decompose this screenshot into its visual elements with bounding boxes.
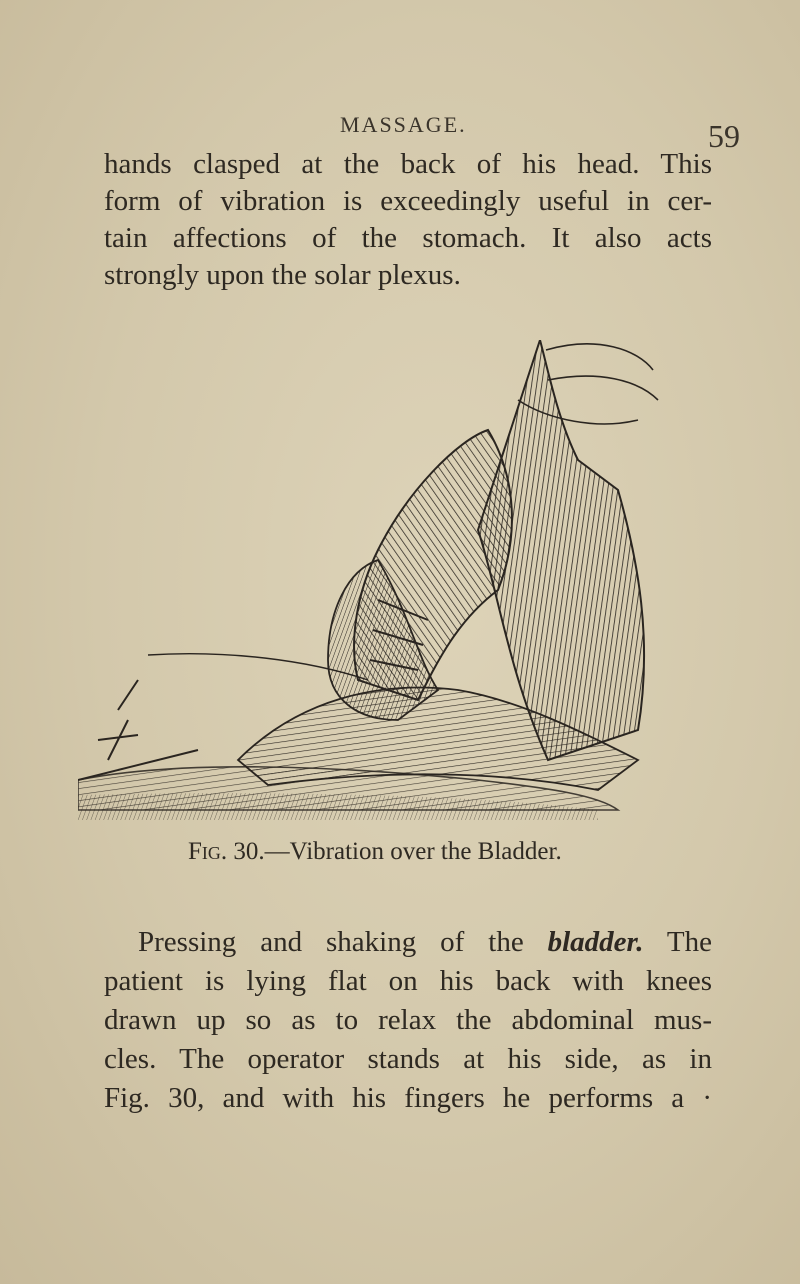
text-line: form of vibration is exceedingly useful in cer-	[104, 185, 712, 217]
vibration-illustration	[78, 340, 718, 820]
text-run: Pressing and shaking of the	[138, 926, 548, 958]
emphasis-word: bladder.	[547, 926, 644, 958]
figure-caption-text: —Vibration over the Bladder.	[264, 838, 562, 865]
text-run: The	[643, 926, 712, 958]
text-line: cles. The operator stands at his side, as in	[104, 1043, 712, 1075]
text-line	[104, 923, 712, 962]
figure-label: Fig. 30.	[188, 838, 265, 865]
figure-caption	[188, 838, 562, 866]
text-line: drawn up so as to relax the abdominal mus-	[104, 1004, 712, 1036]
knee-lines	[78, 680, 198, 780]
paragraph-bottom	[104, 923, 712, 1118]
text-line: tain affections of the stomach. It also acts	[104, 222, 712, 254]
page-number: 59	[708, 118, 740, 154]
text-line: patient is lying flat on his back with knees	[104, 965, 712, 997]
text-line: hands clasped at the back of his head. This	[104, 148, 712, 180]
paragraph-top	[104, 146, 712, 294]
text-line: strongly upon the solar plexus.	[104, 259, 461, 291]
running-head: MASSAGE.	[340, 112, 467, 137]
text-line: Fig. 30, and with his fingers he performs a ·	[104, 1082, 712, 1114]
